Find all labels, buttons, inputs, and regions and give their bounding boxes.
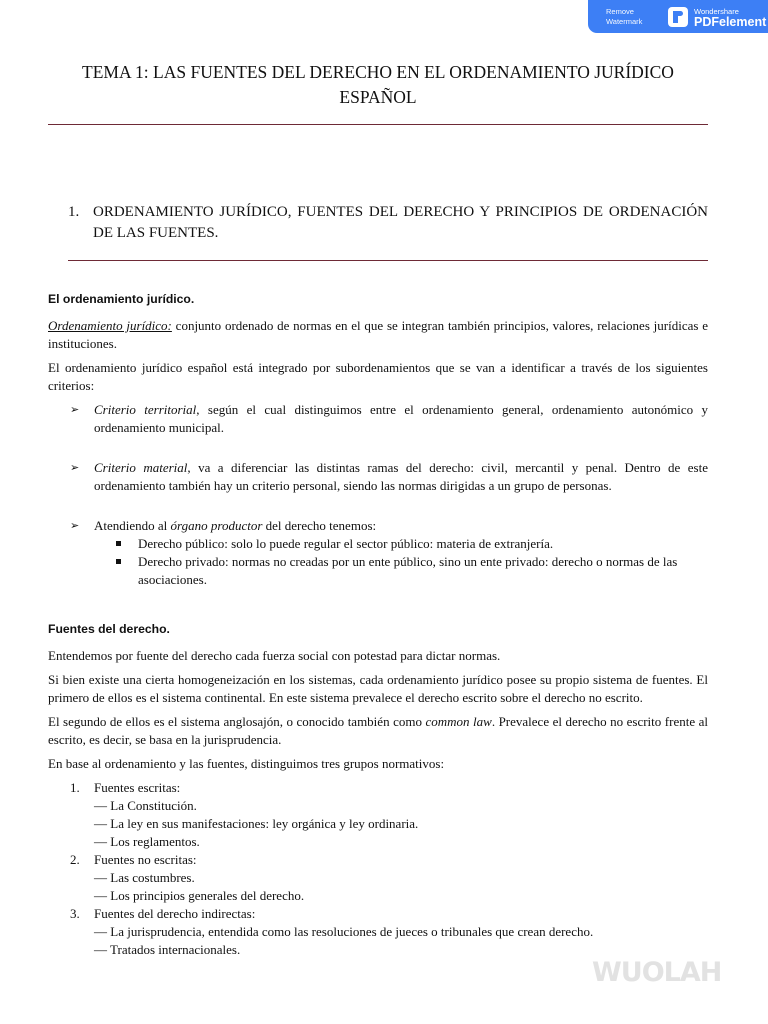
pdfelement-brand (694, 6, 766, 28)
group-entry: — La jurisprudencia, entendida como las resoluciones de jueces o tribunales que crean derecho. (94, 924, 594, 939)
list-item (48, 905, 708, 959)
group-title: Fuentes no escritas: (94, 852, 197, 867)
section-number: 1. (68, 204, 80, 220)
brand-small-label: Wondershare (694, 6, 739, 16)
group-entry: — La Constitución. (94, 798, 197, 813)
criterion-term: órgano productor (170, 518, 263, 533)
remove-watermark-banner[interactable] (588, 0, 768, 33)
fuentes-paragraph (48, 713, 708, 749)
fuentes-paragraph: En base al ordenamiento y las fuentes, distinguimos tres grupos normativos: (48, 756, 445, 771)
group-entry: — Los principios generales del derecho. (94, 888, 305, 903)
criterion-term: Criterio territorial (94, 402, 197, 417)
arrow-bullet-icon: ➢ (70, 462, 80, 474)
sub-list-item (114, 553, 708, 589)
remove-watermark-link[interactable]: Remove Watermark (606, 6, 643, 26)
document-title: TEMA 1: LAS FUENTES DEL DERECHO EN EL ORDENAMIENTO JURÍDICO ESPAÑOL (82, 62, 674, 107)
criterion-item (48, 401, 708, 437)
fuentes-paragraph: Entendemos por fuente del derecho cada fuerza social con potestad para dictar normas. (48, 648, 501, 663)
list-item (48, 851, 708, 905)
arrow-bullet-icon: ➢ (70, 520, 80, 532)
definition-paragraph (48, 317, 708, 353)
sub-item-text: Derecho público: solo lo puede regular el sector público: materia de extranjería. (138, 536, 554, 551)
list-item (48, 779, 708, 851)
pdfelement-logo-icon (668, 7, 688, 27)
common-law-term: common law (425, 714, 492, 729)
paragraph-text: El segundo de ellos es el sistema anglosajón, o conocido también como (48, 714, 426, 729)
definition-text: conjunto ordenado de normas en el que se integran también principios, valores, relaciones jurídicas e instituciones. (48, 318, 708, 351)
square-bullet-icon (114, 553, 138, 589)
ordenamiento-heading: El ordenamiento jurídico. (48, 292, 195, 306)
wuolah-watermark-logo: WUOLAH (592, 957, 722, 988)
criterion-item (48, 459, 708, 495)
list-number: 3. (70, 906, 80, 921)
arrow-bullet-icon: ➢ (70, 404, 80, 416)
fuentes-heading: Fuentes del derecho. (48, 622, 170, 636)
criterion-term: Criterio material (94, 460, 188, 475)
group-title: Fuentes del derecho indirectas: (94, 906, 256, 921)
sub-list-item (114, 535, 708, 553)
list-number: 2. (70, 852, 80, 867)
group-entry: — Las costumbres. (94, 870, 195, 885)
group-entry: — Tratados internacionales. (94, 942, 241, 957)
document-body (48, 290, 708, 959)
group-title: Fuentes escritas: (94, 780, 181, 795)
criterion-item (48, 517, 708, 535)
list-number: 1. (70, 780, 80, 795)
criterion-text: , va a diferenciar las distintas ramas del derecho: civil, mercantil y penal. Dentro de este ordenamiento también hay un criterio personal, siendo las normas dirigidas a un grupo de personas. (94, 460, 708, 493)
criterion-prefix: Atendiendo al (94, 518, 171, 533)
section-heading (68, 202, 708, 244)
definition-term: Ordenamiento jurídico: (48, 318, 172, 333)
sub-item-text: Derecho privado: normas no creadas por un ente público, sino un ente privado: derecho o normas de las asociaciones. (138, 554, 678, 587)
criterion-text: , según el cual distinguimos entre el ordenamiento general, ordenamiento autonómico y ordenamiento municipal. (94, 402, 709, 435)
normative-groups-list (48, 779, 708, 959)
group-entry: — La ley en sus manifestaciones: ley orgánica y ley ordinaria. (94, 816, 419, 831)
intro-paragraph: El ordenamiento jurídico español está integrado por subordenamientos que se van a identificar a través de los siguientes criterios: (48, 360, 708, 393)
section-divider (68, 260, 708, 261)
square-bullet-icon (114, 535, 138, 553)
brand-name-label: PDFelement (694, 14, 767, 29)
fuentes-paragraph: Si bien existe una cierta homogeneización en los sistemas, cada ordenamiento jurídico posee su propio sistema de fuentes. El primero de ellos es el sistema continental. En este sistema prevalece el derecho escrito sobre el derecho no escrito. (48, 672, 708, 705)
title-divider (48, 124, 708, 125)
group-entry: — Los reglamentos. (94, 834, 200, 849)
section-heading-text: ORDENAMIENTO JURÍDICO, FUENTES DEL DERECHO Y PRINCIPIOS DE ORDENACIÓN DE LAS FUENTES. (93, 204, 708, 241)
paragraph-text: . Prevalece el derecho no escrito frente al escrito, es decir, se basa en la jurisprudencia. (48, 714, 708, 747)
criterion-text: del derecho tenemos: (262, 518, 377, 533)
